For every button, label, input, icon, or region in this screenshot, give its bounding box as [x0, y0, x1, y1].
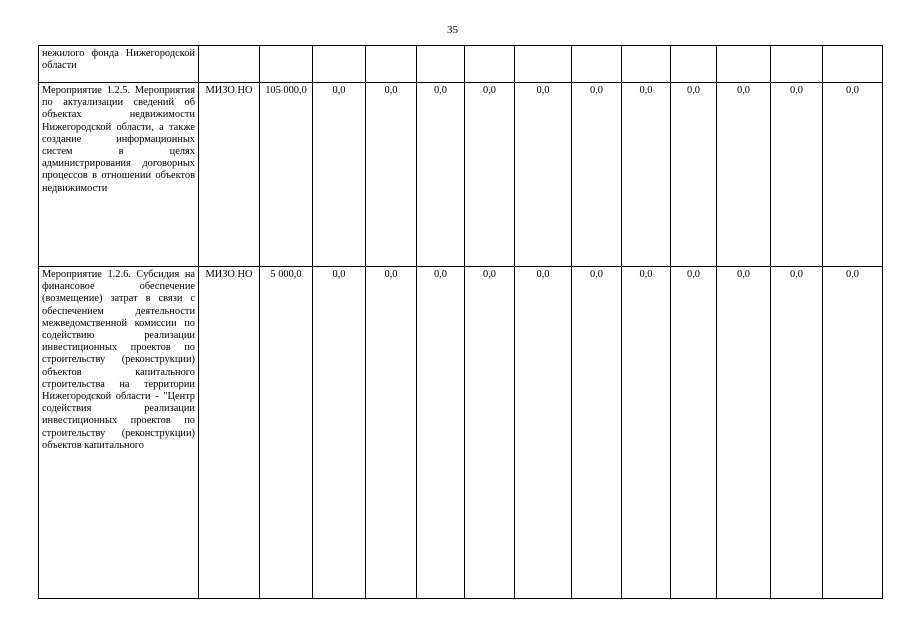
value-cell: 0,0 [671, 267, 717, 599]
total-cell: 5 000,0 [260, 267, 313, 599]
value-cell [417, 46, 465, 83]
value-cell [717, 46, 771, 83]
value-cell: 0,0 [465, 83, 515, 267]
value-cell [313, 46, 366, 83]
value-cell: 0,0 [622, 83, 671, 267]
value-cell: 0,0 [823, 267, 883, 599]
value-cell: 0,0 [572, 267, 622, 599]
budget-table [38, 45, 883, 599]
value-cell: 0,0 [515, 83, 572, 267]
value-cell [515, 46, 572, 83]
value-cell: 0,0 [622, 267, 671, 599]
value-cell [622, 46, 671, 83]
value-cell [771, 46, 823, 83]
value-cell: 0,0 [417, 267, 465, 599]
value-cell: 0,0 [366, 267, 417, 599]
value-cell: 0,0 [515, 267, 572, 599]
value-cell: 0,0 [366, 83, 417, 267]
value-cell: 0,0 [671, 83, 717, 267]
executor-cell: МИЗО НО [199, 267, 260, 599]
value-cell: 0,0 [823, 83, 883, 267]
row-description-cell: Мероприятие 1.2.5. Мероприятия по актуализации сведений об объектах недвижимости Нижегородской области, а также создание информационных систем в целях администрирования договорных процессов в отношении объектов недвижимости [39, 83, 199, 267]
value-cell: 0,0 [771, 267, 823, 599]
value-cell: 0,0 [717, 83, 771, 267]
value-cell: 0,0 [313, 83, 366, 267]
row-description-cell: нежилого фонда Нижегородской области [39, 46, 199, 83]
executor-cell: МИЗО НО [199, 83, 260, 267]
page-number: 35 [447, 24, 458, 36]
value-cell: 0,0 [313, 267, 366, 599]
value-cell: 0,0 [465, 267, 515, 599]
value-cell: 0,0 [771, 83, 823, 267]
executor-cell [199, 46, 260, 83]
row-description-cell: Мероприятие 1.2.6. Субсидия на финансовое обеспечение (возмещение) затрат в связи с обеспечением деятельности межведомственной комиссии по содействию реализации инвестиционных проектов по строительству (реконструкции) объектов капитального строительства на территории Нижегородской области - "Центр содействия реализации инвестиционных проектов по строительству (реконструкции) объектов капитального [39, 267, 199, 599]
value-cell: 0,0 [417, 83, 465, 267]
table-row [39, 46, 883, 83]
total-cell [260, 46, 313, 83]
value-cell [366, 46, 417, 83]
value-cell [465, 46, 515, 83]
table-row [39, 83, 883, 267]
value-cell [671, 46, 717, 83]
value-cell [823, 46, 883, 83]
total-cell: 105 000,0 [260, 83, 313, 267]
value-cell: 0,0 [717, 267, 771, 599]
table-row [39, 267, 883, 599]
value-cell [572, 46, 622, 83]
value-cell: 0,0 [572, 83, 622, 267]
